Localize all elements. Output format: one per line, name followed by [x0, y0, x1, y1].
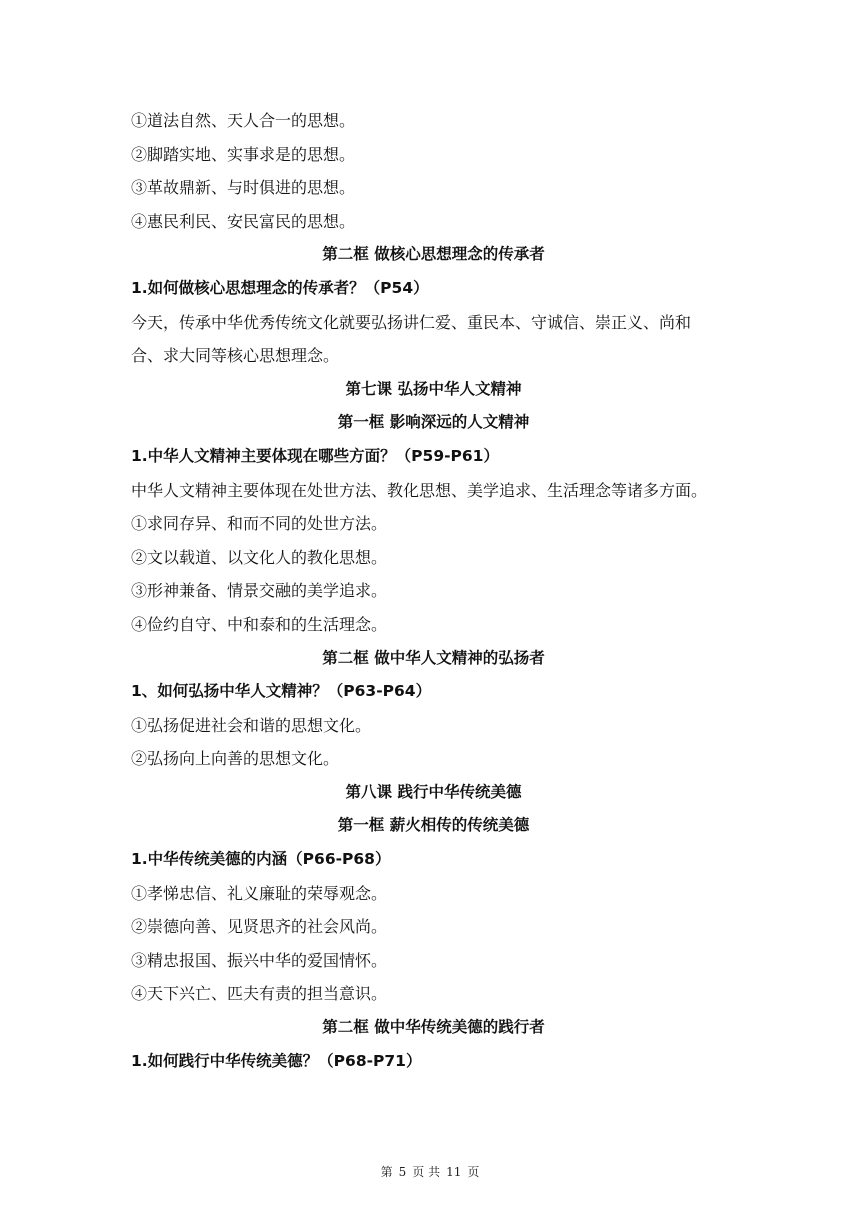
footer-suffix: 页 [467, 1165, 480, 1179]
page-footer [0, 1163, 860, 1180]
section-heading: 第八课 践行中华传统美德 [345, 782, 522, 801]
footer-middle: 页 共 [412, 1165, 441, 1179]
section-heading: 第二框 做核心思想理念的传承者 [322, 245, 545, 264]
text-line: 合、求大同等核心思想理念。 [131, 346, 340, 366]
text-line: ①弘扬促进社会和谐的思想文化。 [131, 715, 372, 735]
text-line: ④惠民利民、安民富民的思想。 [131, 211, 356, 231]
section-heading: 第七课 弘扬中华人文精神 [345, 379, 522, 398]
section-heading: 第一框 薪火相传的传统美德 [337, 816, 530, 835]
text-line: ①道法自然、天人合一的思想。 [131, 111, 356, 130]
question-line: 1.如何践行中华传统美德？（P68-P71） [131, 1051, 422, 1070]
text-line: ④天下兴亡、匹夫有责的担当意识。 [131, 984, 388, 1004]
question-line: 1.中华传统美德的内涵（P66-P68） [131, 850, 391, 869]
text-line: 今天，传承中华优秀传统文化就要弘扬讲仁爱、重民本、守诚信、崇正义、尚和 [131, 312, 692, 332]
footer-prefix: 第 [380, 1165, 393, 1179]
question-line: 1、如何弘扬中华人文精神？（P63-P64） [131, 682, 432, 701]
text-line: ②文以载道、以文化人的教化思想。 [131, 547, 388, 567]
text-line: ②弘扬向上向善的思想文化。 [131, 749, 340, 769]
footer-total-pages: 11 [446, 1165, 462, 1179]
text-line: ①孝悌忠信、礼义廉耻的荣辱观念。 [131, 883, 388, 903]
text-line: 中华人文精神主要体现在处世方法、教化思想、美学追求、生活理念等诸多方面。 [131, 480, 708, 500]
text-line: ③形神兼备、情景交融的美学追求。 [131, 581, 388, 601]
text-line: ④俭约自守、中和泰和的生活理念。 [131, 614, 388, 634]
text-line: ②脚踏实地、实事求是的思想。 [131, 144, 356, 164]
section-heading: 第二框 做中华传统美德的践行者 [322, 1018, 545, 1037]
text-line: ③精忠报国、振兴中华的爱国情怀。 [131, 950, 388, 970]
text-line: ①求同存异、和而不同的处世方法。 [131, 514, 388, 534]
question-line: 1.如何做核心思想理念的传承者？（P54） [131, 278, 429, 297]
section-heading: 第一框 影响深远的人文精神 [337, 413, 530, 432]
text-line: ③革故鼎新、与时俱进的思想。 [131, 178, 356, 198]
footer-page-number: 5 [398, 1165, 407, 1179]
section-heading: 第二框 做中华人文精神的弘扬者 [322, 648, 545, 667]
document-body [131, 104, 736, 1078]
text-line: ②崇德向善、见贤思齐的社会风尚。 [131, 917, 388, 937]
question-line: 1.中华人文精神主要体现在哪些方面？（P59-P61） [131, 446, 499, 465]
